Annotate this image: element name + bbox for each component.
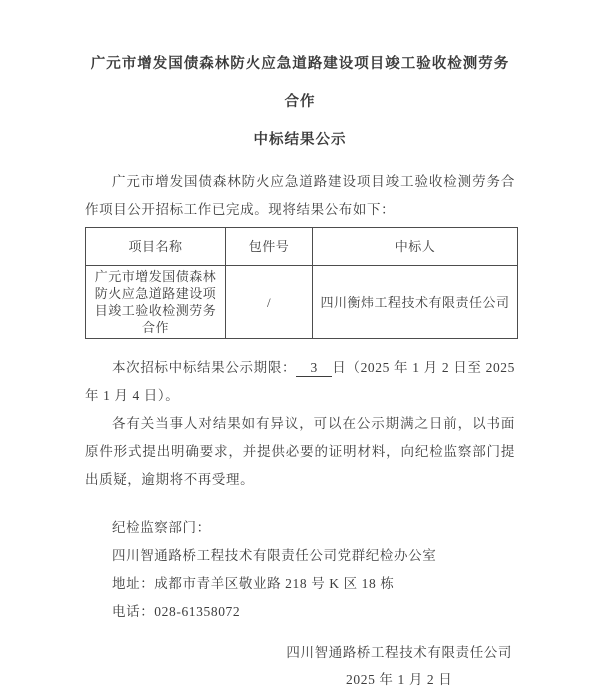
period-days-value: 3 [296,359,332,377]
discipline-dept-label: 纪检监察部门： [112,520,211,535]
intro-paragraph: 广元市增发国债森林防火应急道路建设项目竣工验收检测劳务合作项目公开招标工作已完成。现将结果公布如下： [85,174,515,217]
table-header-package-no: 包件号 [226,228,313,266]
table-header-row [86,228,518,266]
table-header-project-name: 项目名称 [86,228,226,266]
cell-project-name: 广元市增发国债森林防火应急道路建设项目竣工验收检测劳务合作 [86,266,226,339]
signature-date: 2025 年 1 月 2 日 [346,672,453,687]
cell-package-no: / [226,266,313,339]
signature-company: 四川智通路桥工程技术有限责任公司 [286,645,512,660]
contact-address: 地址：成都市青羊区敬业路 218 号 K 区 18 栋 [112,576,395,591]
contact-phone: 电话：028-61358072 [112,604,241,619]
cell-winner: 四川衡炜工程技术有限责任公司 [313,266,518,339]
period-suffix: 日（2025 年 1 月 2 日至 2025 年 1 月 4 日）。 [85,360,515,403]
bid-result-table [85,227,518,339]
publicity-period-paragraph [85,354,515,410]
period-prefix: 本次招标中标结果公示期限： [112,360,297,375]
document-title-line2: 中标结果公示 [253,132,347,148]
objection-paragraph: 各有关当事人对结果如有异议，可以在公示期满之日前，以书面原件形式提出明确要求，并提供必要的证明材料，向纪检监察部门提出质疑，逾期将不再受理。 [85,416,515,487]
signature-inner [286,639,512,693]
document-title [85,45,515,159]
document-title-line1: 广元市增发国债森林防火应急道路建设项目竣工验收检测劳务合作 [90,56,510,110]
table-row [86,266,518,339]
signature-block [85,639,515,693]
contact-block [85,514,515,626]
table-header-winner: 中标人 [313,228,518,266]
discipline-dept-name: 四川智通路桥工程技术有限责任公司党群纪检办公室 [112,548,437,563]
